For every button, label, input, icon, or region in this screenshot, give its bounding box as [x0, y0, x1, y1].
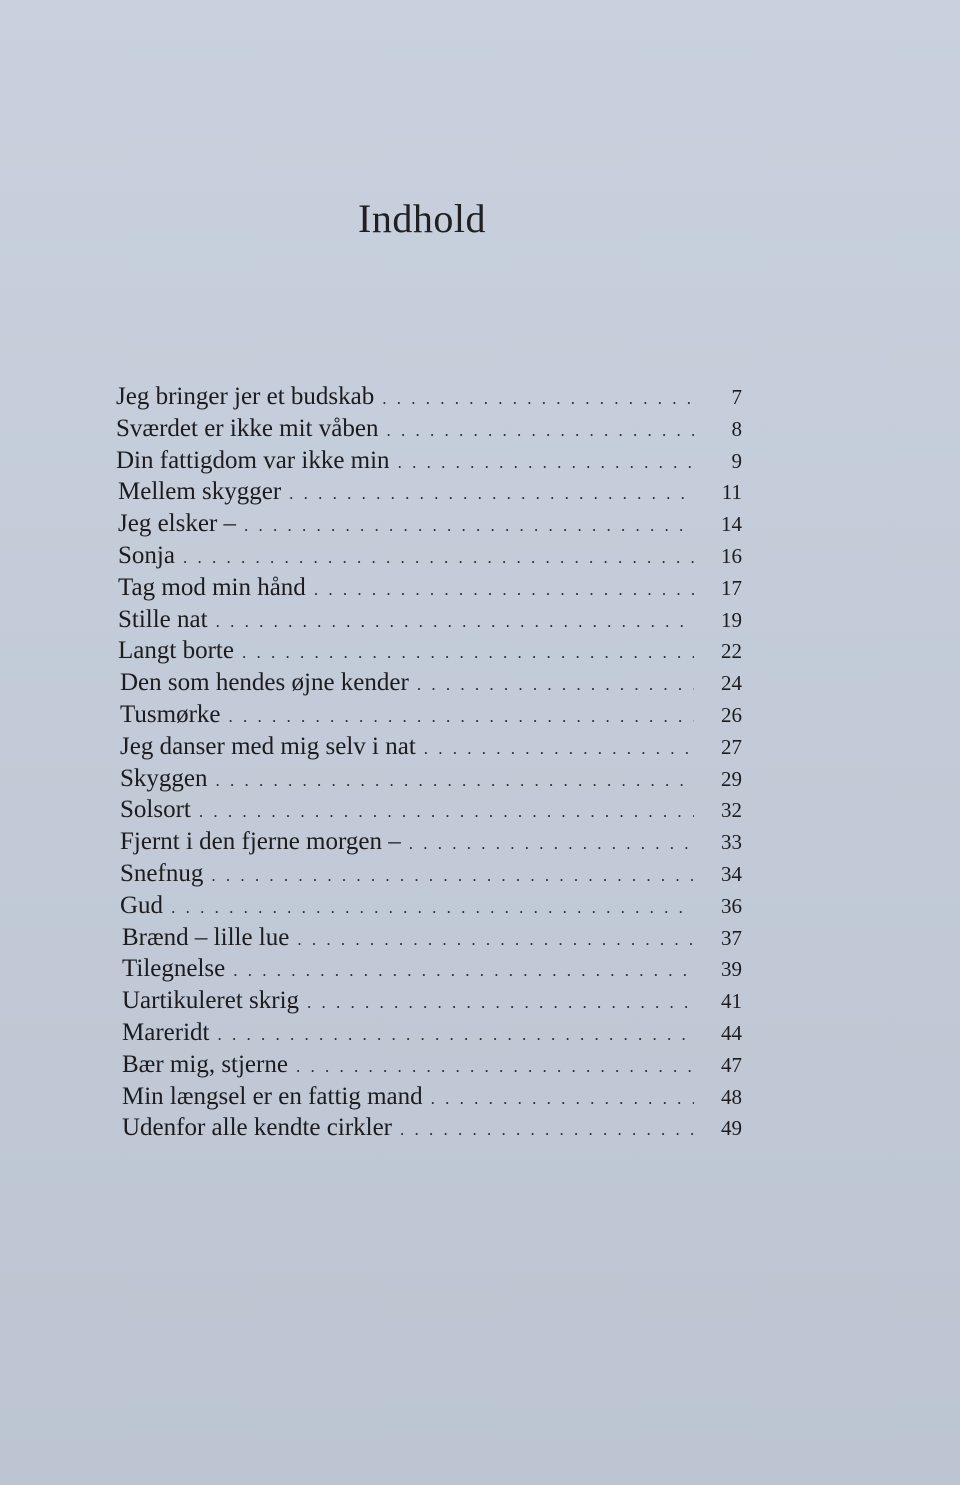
entry-title: Mareridt — [122, 1018, 210, 1046]
page-number: 11 — [721, 480, 742, 505]
dot-leader — [233, 955, 694, 987]
entry-title: Uartikuleret skrig — [122, 987, 300, 1015]
dot-leader — [307, 987, 694, 1019]
page-number: 7 — [731, 385, 742, 409]
toc-entry — [116, 922, 742, 954]
dot-leader — [314, 574, 694, 606]
dot-leader — [183, 542, 694, 574]
dot-leader — [424, 733, 694, 765]
toc-entry — [116, 1112, 742, 1144]
toc-entry — [116, 635, 742, 667]
dot-leader — [211, 860, 694, 892]
page-number: 24 — [721, 671, 742, 696]
toc-entry — [116, 794, 742, 826]
page-number: 22 — [721, 639, 742, 664]
page-number: 33 — [721, 830, 742, 855]
dot-leader — [244, 510, 694, 542]
dot-leader — [216, 765, 695, 797]
dot-leader — [409, 828, 694, 860]
dot-leader — [217, 1019, 694, 1051]
entry-title: Min længsel er en fattig mand — [122, 1082, 423, 1110]
toc-entry — [116, 381, 742, 413]
page-number: 44 — [721, 1020, 742, 1045]
entry-title: Snefnug — [120, 859, 204, 887]
page-number: 16 — [721, 543, 742, 568]
page-number: 48 — [721, 1084, 742, 1109]
entry-title: Tilegnelse — [122, 955, 226, 983]
page-number: 49 — [721, 1116, 742, 1141]
entry-title: Din fattigdom var ikke min — [116, 446, 390, 474]
entry-title: Udenfor alle kendte cirkler — [122, 1114, 393, 1142]
page-number: 39 — [721, 957, 742, 982]
toc-entry — [116, 445, 742, 477]
toc-entry — [116, 1017, 742, 1049]
toc-entry — [116, 540, 742, 572]
entry-title: Skyggen — [120, 764, 208, 792]
dot-leader — [417, 669, 694, 701]
entry-title: Den som hendes øjne kender — [120, 669, 409, 697]
page-number: 8 — [731, 416, 742, 441]
page-number: 34 — [721, 861, 742, 886]
toc-entry — [116, 413, 742, 445]
dot-leader — [398, 447, 694, 479]
toc-entry — [116, 667, 742, 699]
entry-title: Bær mig, stjerne — [122, 1050, 288, 1078]
entry-title: Gud — [120, 891, 164, 919]
dot-leader — [199, 796, 694, 828]
page-number: 17 — [721, 575, 742, 600]
page-number: 47 — [721, 1052, 742, 1077]
toc-entry — [116, 985, 742, 1017]
page-number: 29 — [721, 766, 742, 791]
page-number: 9 — [731, 448, 742, 473]
page-number: 32 — [721, 798, 742, 823]
page-number: 36 — [721, 893, 742, 918]
entry-title: Tusmørke — [120, 700, 221, 728]
entry-title: Sonja — [118, 541, 175, 569]
page-number: 19 — [721, 607, 742, 632]
page-number: 14 — [721, 512, 742, 537]
toc-entry — [116, 1049, 742, 1081]
entry-title: Stille nat — [118, 605, 208, 633]
dot-leader — [216, 606, 694, 638]
toc-entry — [116, 858, 742, 890]
page-number: 37 — [721, 925, 742, 950]
dot-leader — [386, 415, 694, 447]
entry-title: Sværdet er ikke mit våben — [116, 414, 379, 442]
dot-leader — [242, 637, 694, 669]
page-title: Indhold — [358, 195, 486, 241]
page-number: 26 — [721, 702, 742, 727]
table-of-contents — [116, 381, 742, 1144]
entry-title: Tag mod min hånd — [118, 573, 306, 601]
dot-leader — [229, 701, 695, 733]
entry-title: Langt borte — [118, 637, 234, 665]
entry-title: Mellem skygger — [118, 478, 282, 506]
toc-entry — [116, 763, 742, 795]
dot-leader — [297, 924, 694, 956]
entry-title: Solsort — [120, 796, 191, 824]
entry-title: Fjernt i den fjerne morgen – — [120, 828, 401, 856]
entry-title: Jeg bringer jer et budskab — [116, 383, 375, 410]
entry-title: Jeg danser med mig selv i nat — [120, 732, 416, 760]
page-number: 41 — [721, 989, 742, 1014]
dot-leader — [382, 383, 694, 415]
toc-entry — [116, 890, 742, 922]
toc-entry — [116, 826, 742, 858]
toc-entry — [116, 476, 742, 508]
dot-leader — [171, 892, 694, 924]
dot-leader — [296, 1051, 694, 1083]
page-number: 27 — [721, 734, 742, 759]
toc-entry — [116, 953, 742, 985]
toc-entry — [116, 572, 742, 604]
toc-entry — [116, 731, 742, 763]
toc-entry — [116, 508, 742, 540]
entry-title: Jeg elsker – — [118, 510, 237, 538]
dot-leader — [400, 1114, 694, 1146]
toc-entry — [116, 699, 742, 731]
dot-leader — [289, 478, 694, 510]
entry-title: Brænd – lille lue — [122, 923, 290, 951]
dot-leader — [431, 1083, 694, 1115]
toc-entry — [116, 1081, 742, 1113]
toc-entry — [116, 604, 742, 636]
